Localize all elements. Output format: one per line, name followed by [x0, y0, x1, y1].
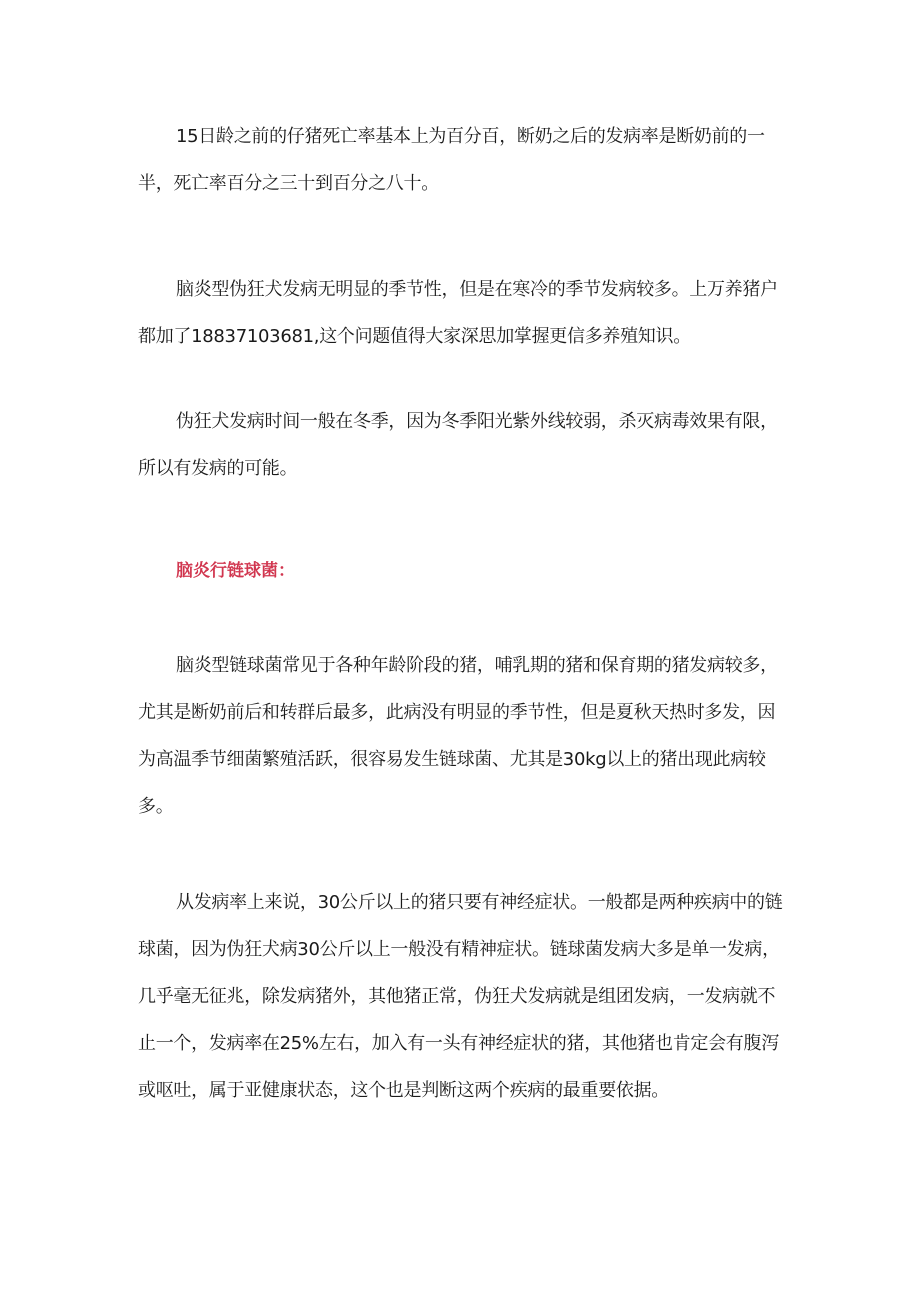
paragraph-diagnosis-comparison: 从发病率上来说，30公斤以上的猪只要有神经症状。一般都是两种疾病中的链球菌，因为伪狂犬病30公斤以上一般没有精神症状。链球菌发病大多是单一发病，几乎毫无征兆，除发病猪外，其他猪正常，伪狂犬发病就是组团发病，一发病就不止一个，发病率在25%左右，加入有一头有神经症状的猪，其他猪也肯定会有腹泻或呕吐，属于亚健康状态，这个也是判断这两个疾病的最重要依据。 [138, 892, 783, 1101]
paragraph-encephalitis-pseudorabies: 脑炎型伪狂犬发病无明显的季节性，但是在寒冷的季节发病较多。上万养猪户都加了18837103681,这个问题值得大家深思加掌握更信多养殖知识。 [138, 279, 778, 347]
paragraph-streptococcus-age: 脑炎型链球菌常见于各种年龄阶段的猪，哺乳期的猪和保育期的猪发病较多，尤其是断奶前后和转群后最多，此病没有明显的季节性，但是夏秋天热时多发，因为高温季节细菌繁殖活跃，很容易发生链球菌、尤其是30kg以上的猪出现此病较多。 [138, 655, 778, 817]
section-heading-streptococcus: 脑炎行链球菌： [176, 561, 295, 581]
paragraph-piglet-mortality: 15日龄之前的仔猪死亡率基本上为百分百，断奶之后的发病率是断奶前的一半，死亡率百分之三十到百分之八十。 [138, 126, 765, 194]
paragraph-pseudorabies-winter: 伪狂犬发病时间一般在冬季，因为冬季阳光紫外线较弱，杀灭病毒效果有限，所以有发病的可能。 [138, 411, 778, 479]
